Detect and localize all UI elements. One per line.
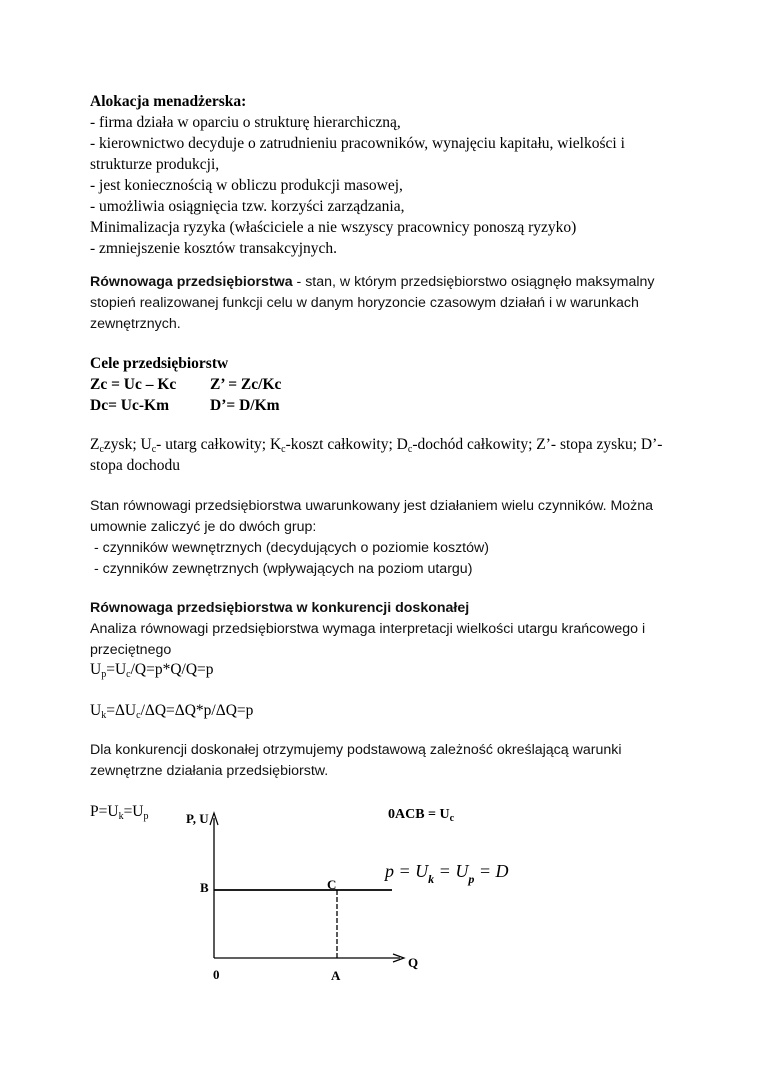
- list-item: - firma działa w oparciu o strukturę hierarchiczną,: [90, 114, 401, 131]
- paragraph-line: Analiza równowagi przedsiębiorstwa wymaga interpretacji wielkości utargu krańcowego i: [90, 621, 646, 637]
- subscript: p: [101, 669, 107, 680]
- paragraph-line: Dla konkurencji doskonałej otrzymujemy podstawową zależność określającą warunki: [90, 742, 622, 758]
- legend-text: -koszt całkowity; D: [285, 436, 408, 453]
- section-title: Cele przedsiębiorstw: [90, 355, 229, 372]
- symbol: Z: [90, 436, 100, 453]
- paragraph-line: umownie zaliczyć je do dwóch grup:: [90, 519, 317, 535]
- subscript: c: [126, 669, 131, 680]
- symbol: U: [90, 702, 102, 719]
- subscript: c: [281, 444, 286, 455]
- subscript: k: [118, 811, 124, 822]
- paragraph-line: Stan równowagi przedsiębiorstwa uwarunkowany jest działaniem wielu czynników. Można: [90, 498, 654, 514]
- origin-label: 0: [213, 967, 220, 982]
- term: Równowaga przedsiębiorstwa: [90, 274, 293, 290]
- formula: D’= D/Km: [210, 397, 280, 414]
- equilibrium-equation: $p = U_k = U_p = D$: [385, 861, 509, 886]
- paragraph-line: zewnętrzne działania przedsiębiorstw.: [90, 763, 329, 779]
- legend-text: zysk; U: [103, 436, 152, 453]
- symbol: U: [90, 661, 102, 678]
- list-item: strukturze produkcji,: [90, 156, 220, 173]
- formula: Z’ = Zc/Kc: [210, 376, 282, 393]
- area-formula: $0ACB = U_c$: [388, 807, 455, 824]
- section-title: Równowaga przedsiębiorstwa w konkurencji doskonałej: [90, 600, 470, 616]
- subscript: c: [99, 444, 104, 455]
- formula: Zc = Uc – Kc: [90, 376, 177, 393]
- point-c-label: C: [327, 877, 337, 892]
- paragraph-line: przeciętnego: [90, 642, 172, 658]
- subscript: c: [151, 444, 157, 455]
- subscript: c: [136, 710, 141, 721]
- list-item: - umożliwia osiągnięcia tzw. korzyści zarządzania,: [90, 198, 405, 215]
- list-item: - czynników zewnętrznych (wpływających na poziom utargu): [90, 561, 473, 577]
- list-item: - kierownictwo decyduje o zatrudnieniu pracowników, wynajęciu kapitału, wielkości i: [90, 135, 625, 152]
- point-b-label: B: [200, 880, 209, 895]
- list-item: Minimalizacja ryzyka (właściciele a nie wszyscy pracownicy ponoszą ryzyko): [90, 219, 577, 236]
- subscript: k: [101, 710, 107, 721]
- section-title: Alokacja menadżerska:: [90, 93, 247, 110]
- formula-part: =U: [106, 661, 127, 678]
- y-axis-label: P, U: [186, 811, 209, 826]
- formula-part: P=U: [90, 803, 119, 820]
- formula-part: =ΔU: [106, 702, 137, 719]
- formula-part: /ΔQ=ΔQ*p/ΔQ=p: [140, 702, 254, 719]
- list-item: - jest koniecznością w obliczu produkcji masowej,: [90, 177, 403, 194]
- x-axis-label: Q: [408, 955, 419, 970]
- list-item: - czynników wewnętrznych (decydujących o poziomie kosztów): [90, 540, 489, 556]
- formula: Dc= Uc-Km: [90, 397, 169, 414]
- point-a-label: A: [331, 968, 341, 983]
- definition-text: - stan, w którym przedsiębiorstwo osiągnęło maksymalny: [292, 274, 655, 290]
- formula-part: =U: [123, 803, 144, 820]
- formula-part: /Q=p*Q/Q=p: [130, 661, 214, 678]
- subscript: c: [407, 444, 413, 455]
- subscript: p: [143, 811, 149, 822]
- legend-text: -dochód całkowity; Z’- stopa zysku; D’-: [412, 436, 663, 453]
- list-item: - zmniejszenie kosztów transakcyjnych.: [90, 240, 338, 257]
- legend-text: stopa dochodu: [90, 457, 180, 474]
- paragraph-line: stopień realizowanej funkcji celu w danym horyzoncie czasowym działań i w warunkach: [90, 295, 639, 311]
- legend-text: - utarg całkowity; K: [156, 436, 282, 453]
- paragraph-line: zewnętrznych.: [90, 316, 181, 332]
